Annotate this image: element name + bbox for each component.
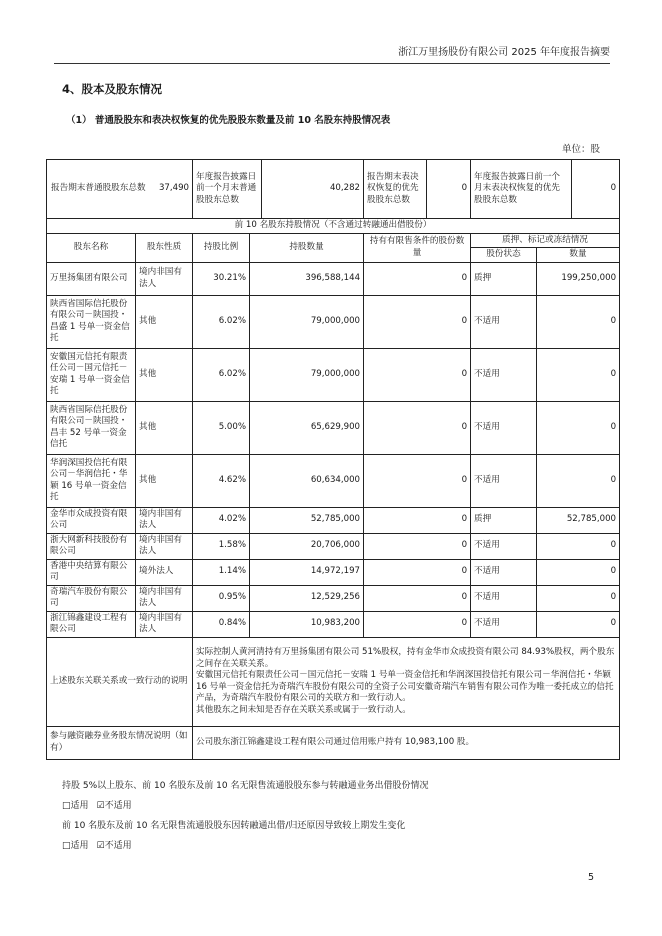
summary-value-2: 40,282 [329, 183, 361, 194]
pledge-quantity: 0 [537, 348, 620, 401]
shareholder-name: 金华市众成投资有限公司 [47, 507, 136, 533]
table-row [47, 585, 620, 611]
applicable-checkbox-2: □适用 [62, 841, 89, 851]
restricted-shares: 0 [364, 533, 471, 559]
pledge-status: 不适用 [471, 559, 537, 585]
summary-value-1: 37,490 [158, 183, 190, 194]
holding-quantity: 20,706,000 [250, 533, 364, 559]
summary-label-4: 年度报告披露日前一个月末表决权恢复的优先股股东总数 [471, 160, 572, 218]
pledge-status: 不适用 [471, 295, 537, 348]
summary-value-4: 0 [610, 183, 617, 194]
table-row [47, 262, 620, 295]
page-number: 5 [588, 872, 595, 883]
col-header-name: 股东名称 [47, 233, 136, 262]
holding-quantity: 52,785,000 [250, 507, 364, 533]
restricted-shares: 0 [364, 295, 471, 348]
shareholder-nature: 境内非国有法人 [136, 507, 193, 533]
holding-ratio: 4.62% [193, 454, 250, 507]
applicable-checkbox-1: □适用 [62, 801, 89, 811]
shareholder-name: 浙大网新科技股份有限公司 [47, 533, 136, 559]
restricted-shares: 0 [364, 262, 471, 295]
pledge-quantity: 0 [537, 585, 620, 611]
column-header-row [47, 233, 620, 248]
pledge-quantity: 0 [537, 295, 620, 348]
table-row [47, 454, 620, 507]
col-header-ratio: 持股比例 [193, 233, 250, 262]
holding-quantity: 65,629,900 [250, 401, 364, 454]
report-header [54, 46, 610, 64]
shareholder-nature: 境内非国有法人 [136, 262, 193, 295]
shareholder-nature: 境内非国有法人 [136, 611, 193, 637]
holding-ratio: 5.00% [193, 401, 250, 454]
pledge-status: 质押 [471, 262, 537, 295]
shareholder-nature: 境内非国有法人 [136, 585, 193, 611]
holding-quantity: 396,588,144 [250, 262, 364, 295]
pledge-status: 不适用 [471, 348, 537, 401]
pledge-status: 不适用 [471, 401, 537, 454]
holding-quantity: 10,983,200 [250, 611, 364, 637]
summary-row [47, 160, 620, 219]
pledge-status: 不适用 [471, 533, 537, 559]
not-applicable-checkbox-2: ☑不适用 [96, 841, 132, 851]
holding-ratio: 6.02% [193, 348, 250, 401]
shareholder-nature: 境外法人 [136, 559, 193, 585]
summary-label-2: 年度报告披露日前一个月末普通股股东总数 [193, 160, 262, 218]
table-row [47, 533, 620, 559]
restricted-shares: 0 [364, 454, 471, 507]
margin-row [47, 726, 620, 759]
holding-quantity: 12,529,256 [250, 585, 364, 611]
relation-text-1: 实际控制人黄河清持有万里扬集团有限公司 51%股权，持有金华市众成投资有限公司 84.93%股权，两个股东之间存在关联关系。 [196, 647, 615, 669]
pledge-status: 不适用 [471, 454, 537, 507]
summary-cell-1 [47, 160, 193, 219]
table-row [47, 295, 620, 348]
margin-text: 公司股东浙江锦鑫建设工程有限公司通过信用账户持有 10,983,100 股。 [193, 726, 620, 759]
pledge-status: 不适用 [471, 585, 537, 611]
restricted-shares: 0 [364, 401, 471, 454]
shareholder-name: 安徽国元信托有限责任公司－国元信托－安瑞 1 号单一资金信托 [47, 348, 136, 401]
holding-ratio: 0.84% [193, 611, 250, 637]
shareholder-nature: 其他 [136, 454, 193, 507]
report-header-text: 浙江万里扬股份有限公司 2025 年年度报告摘要 [398, 47, 610, 58]
shareholder-name: 奇瑞汽车股份有限公司 [47, 585, 136, 611]
note-lending: 持股 5%以上股东、前 10 名股东及前 10 名无限售流通股股东参与转融通业务出借股份情况 [62, 781, 429, 791]
note-lending-checks [62, 800, 140, 812]
summary-value-3: 0 [461, 183, 468, 194]
shareholder-name: 香港中央结算有限公司 [47, 559, 136, 585]
summary-label-1: 报告期末普通股股东总数 [51, 183, 146, 194]
section-subtitle: （1） 普通股股东和表决权恢复的优先股股东数量及前 10 名股东持股情况表 [66, 115, 391, 126]
restricted-shares: 0 [364, 585, 471, 611]
shareholder-table [46, 159, 620, 760]
pledge-quantity: 52,785,000 [537, 507, 620, 533]
relation-text [193, 637, 620, 726]
relation-text-2: 安徽国元信托有限责任公司－国元信托－安瑞 1 号单一资金信托和华润深国投信托有限公司－华润信托・华颖 16 号单一资金信托为奇瑞汽车股份有限公司的全资子公司安徽奇瑞汽车销售有限公司作为唯一委托成立的信托产品，为奇瑞汽车股份有限公司的关联方和一致行动人。 [196, 670, 614, 703]
restricted-shares: 0 [364, 507, 471, 533]
relation-text-3: 其他股东之间未知是否存在关联关系或属于一致行动人。 [196, 704, 411, 715]
shareholder-name: 陕西省国际信托股份有限公司－陕国投・昌盛 1 号单一资金信托 [47, 295, 136, 348]
shareholder-nature: 其他 [136, 401, 193, 454]
restricted-shares: 0 [364, 559, 471, 585]
col-header-pledge-group: 质押、标记或冻结情况 [471, 233, 620, 248]
pledge-quantity: 199,250,000 [537, 262, 620, 295]
note-change: 前 10 名股东及前 10 名无限售流通股股东因转融通出借/归还原因导致较上期发生变化 [62, 821, 406, 831]
col-header-pledge-qty: 数量 [537, 248, 620, 263]
pledge-status: 质押 [471, 507, 537, 533]
shareholder-nature: 其他 [136, 348, 193, 401]
restricted-shares: 0 [364, 611, 471, 637]
top10-caption: 前 10 名股东持股情况（不含通过转融通出借股份） [47, 219, 620, 234]
holding-quantity: 14,972,197 [250, 559, 364, 585]
pledge-status: 不适用 [471, 611, 537, 637]
holding-quantity: 60,634,000 [250, 454, 364, 507]
holding-ratio: 1.58% [193, 533, 250, 559]
holding-quantity: 79,000,000 [250, 295, 364, 348]
note-change-checks [62, 840, 140, 852]
unit-label: 单位：股 [561, 144, 600, 155]
table-row [47, 348, 620, 401]
pledge-quantity: 0 [537, 559, 620, 585]
relation-label: 上述股东关联关系或一致行动的说明 [47, 637, 193, 726]
restricted-shares: 0 [364, 348, 471, 401]
holding-ratio: 6.02% [193, 295, 250, 348]
holding-ratio: 1.14% [193, 559, 250, 585]
table-row [47, 559, 620, 585]
col-header-restricted: 持有有限售条件的股份数量 [364, 233, 471, 262]
shareholder-name: 浙江锦鑫建设工程有限公司 [47, 611, 136, 637]
shareholder-name: 华润深国投信托有限公司－华润信托・华颖 16 号单一资金信托 [47, 454, 136, 507]
holding-ratio: 0.95% [193, 585, 250, 611]
col-header-nature: 股东性质 [136, 233, 193, 262]
margin-label: 参与融资融券业务股东情况说明（如有） [47, 726, 193, 759]
summary-cell-2 [193, 160, 364, 219]
table-row [47, 401, 620, 454]
not-applicable-checkbox-1: ☑不适用 [96, 801, 132, 811]
shareholder-nature: 境内非国有法人 [136, 533, 193, 559]
shareholder-nature: 其他 [136, 295, 193, 348]
relation-row [47, 637, 620, 726]
shareholder-name: 陕西省国际信托股份有限公司－陕国投・昌丰 52 号单一资金信托 [47, 401, 136, 454]
holding-quantity: 79,000,000 [250, 348, 364, 401]
col-header-quantity: 持股数量 [250, 233, 364, 262]
col-header-pledge-status: 股份状态 [471, 248, 537, 263]
pledge-quantity: 0 [537, 454, 620, 507]
table-row [47, 507, 620, 533]
holding-ratio: 4.02% [193, 507, 250, 533]
pledge-quantity: 0 [537, 401, 620, 454]
top10-caption-row [47, 219, 620, 234]
summary-cell-4 [471, 160, 620, 219]
shareholder-name: 万里扬集团有限公司 [47, 262, 136, 295]
table-row [47, 611, 620, 637]
pledge-quantity: 0 [537, 611, 620, 637]
summary-cell-3 [364, 160, 471, 219]
pledge-quantity: 0 [537, 533, 620, 559]
section-title: 4、股本及股东情况 [62, 82, 163, 96]
holding-ratio: 30.21% [193, 262, 250, 295]
summary-label-3: 报告期末表决权恢复的优先股股东总数 [364, 160, 427, 218]
